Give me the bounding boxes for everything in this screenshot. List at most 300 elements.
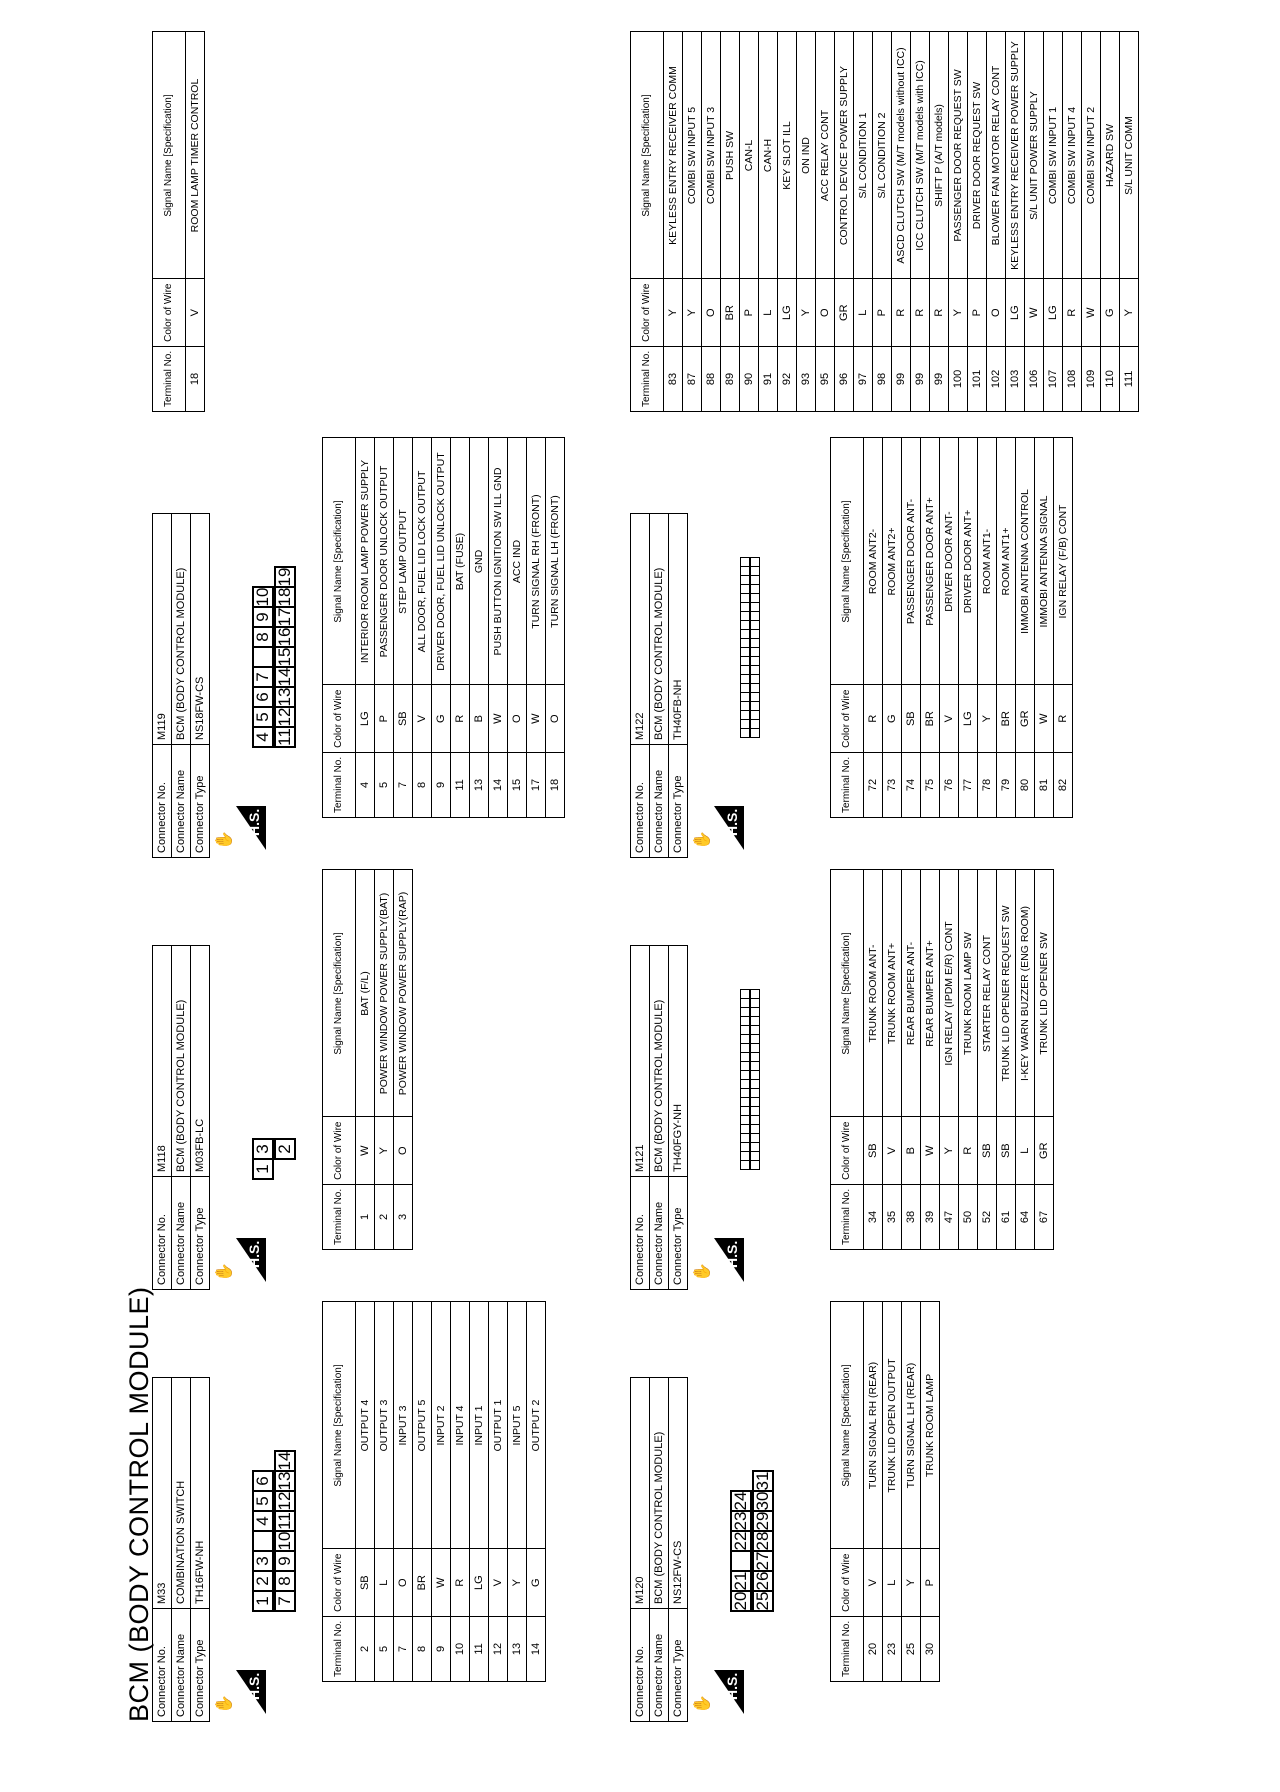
connector-pin <box>750 1007 760 1017</box>
connector-name-label: Connector Name <box>650 745 669 858</box>
signal-table <box>322 438 565 819</box>
connector-name: BCM (BODY CONTROL MODULE) <box>172 514 191 745</box>
connector-pin <box>750 593 760 603</box>
signal-table-header <box>831 1302 864 1682</box>
table-row <box>864 438 883 818</box>
connector-pin: 23 <box>731 1511 750 1531</box>
connector-pin <box>750 1115 760 1125</box>
connector-pin <box>740 566 750 576</box>
table-row <box>375 438 394 818</box>
connector-pin <box>750 1034 760 1044</box>
connector-pin <box>750 638 760 648</box>
connector-pin <box>750 1151 760 1161</box>
connector-type-label: Connector Type <box>669 1177 688 1290</box>
table-row <box>1063 32 1082 412</box>
connector-number-label: Connector No. <box>153 1609 172 1722</box>
column-header-color-of-wire: Color of Wire <box>831 1549 864 1616</box>
connector-type-label: Connector Type <box>191 1177 210 1290</box>
table-row <box>1101 32 1120 412</box>
connector-pin: 10 <box>253 587 272 607</box>
connector-pin: 18 <box>275 587 294 607</box>
terminal-number: 67 <box>1035 1184 1054 1249</box>
connector-name-label: Connector Name <box>650 1177 669 1290</box>
table-row <box>959 870 978 1250</box>
connector-type: NS18FW-CS <box>191 514 210 745</box>
terminal-number: 38 <box>902 1184 921 1249</box>
column-header-signal-name: Signal Name [Specification] <box>323 438 356 685</box>
connector-pin <box>750 620 760 630</box>
connector-name-row <box>650 514 669 858</box>
table-row <box>1016 870 1035 1250</box>
terminal-number: 102 <box>987 346 1006 411</box>
signal-name: TURN SIGNAL LH (FRONT) <box>546 438 565 685</box>
table-row <box>1025 32 1044 412</box>
terminal-number: 98 <box>873 346 892 411</box>
connector-pin <box>740 647 750 657</box>
table-row <box>546 438 565 818</box>
terminal-number: 9 <box>432 752 451 817</box>
wire-color: Y <box>683 279 702 346</box>
terminal-number: 100 <box>949 346 968 411</box>
terminal-number: 61 <box>997 1184 1016 1249</box>
table-row <box>873 32 892 412</box>
wire-color: O <box>508 685 527 752</box>
signal-table-header <box>831 870 864 1250</box>
pin-row <box>740 558 750 738</box>
table-row <box>883 438 902 818</box>
signal-table <box>830 870 1054 1251</box>
connector-pin <box>740 638 750 648</box>
terminal-number: 77 <box>959 752 978 817</box>
column-header-color-of-wire: Color of Wire <box>323 685 356 752</box>
connector-pin <box>740 629 750 639</box>
wire-color: V <box>489 1549 508 1616</box>
column-header-terminal-no: Terminal No. <box>153 346 186 411</box>
signal-name: S/L UNIT COMM <box>1120 32 1139 279</box>
terminal-number: 35 <box>883 1184 902 1249</box>
terminal-number: 14 <box>489 752 508 817</box>
connector-pin: 13 <box>275 687 294 707</box>
wire-color: P <box>873 279 892 346</box>
terminal-number: 97 <box>854 346 873 411</box>
wire-color: BR <box>413 1549 432 1616</box>
connector-pin <box>740 989 750 999</box>
connector-pin: 15 <box>275 647 294 667</box>
signal-name: PUSH SW <box>721 32 740 279</box>
terminal-number: 11 <box>470 1616 489 1681</box>
connector-pin <box>740 710 750 720</box>
table-row <box>902 438 921 818</box>
connector-type-row <box>669 514 688 858</box>
connector-number: M33 <box>153 1378 172 1609</box>
table-row <box>1054 438 1073 818</box>
table-row <box>864 1302 883 1682</box>
connector-pin <box>740 1079 750 1089</box>
connector-pin <box>750 701 760 711</box>
table-row <box>721 32 740 412</box>
table-row <box>816 32 835 412</box>
table-row <box>432 1302 451 1682</box>
terminal-number: 93 <box>797 346 816 411</box>
table-row <box>394 1302 413 1682</box>
wire-color: LG <box>470 1549 489 1616</box>
connector-name-row <box>172 1378 191 1722</box>
connector-pin <box>740 557 750 567</box>
connector-pin: 12 <box>275 1491 294 1511</box>
table-row <box>978 870 997 1250</box>
wire-color: P <box>921 1549 940 1616</box>
connector-pin <box>750 1016 760 1026</box>
table-row <box>413 1302 432 1682</box>
connector-type-label: Connector Type <box>191 745 210 858</box>
table-row <box>186 32 205 412</box>
connector-number-row <box>631 514 650 858</box>
connector-pin <box>750 1160 760 1170</box>
signal-name: ROOM ANT2+ <box>883 438 902 685</box>
connector-pin <box>750 1061 760 1071</box>
signal-name: S/L CONDITION 1 <box>854 32 873 279</box>
terminal-number: 78 <box>978 752 997 817</box>
connector-pin <box>740 1052 750 1062</box>
pin-row <box>252 568 274 748</box>
harness-side-icon <box>216 802 268 850</box>
signal-name: DRIVER DOOR ANT+ <box>959 438 978 685</box>
wire-color: SB <box>394 685 413 752</box>
wire-color: BR <box>921 685 940 752</box>
connector-pin <box>750 674 760 684</box>
terminal-number: 99 <box>911 346 930 411</box>
table-row <box>1016 438 1035 818</box>
hs-label: H.S. <box>246 1240 262 1268</box>
terminal-number: 87 <box>683 346 702 411</box>
signal-name: TURN SIGNAL RH (FRONT) <box>527 438 546 685</box>
connector-pin: 21 <box>731 1571 750 1591</box>
wire-color: R <box>959 1117 978 1184</box>
connector-pin <box>740 701 750 711</box>
connector-number: M120 <box>631 1378 650 1609</box>
signal-name: KEYLESS ENTRY RECEIVER POWER SUPPLY <box>1006 32 1025 279</box>
table-row <box>854 32 873 412</box>
signal-table-continued <box>152 32 205 413</box>
hs-label: H.S. <box>724 1672 740 1700</box>
connector-pin: 19 <box>275 567 294 587</box>
connector-pin <box>740 1142 750 1152</box>
column-header-terminal-no: Terminal No. <box>631 346 664 411</box>
connector-name: BCM (BODY CONTROL MODULE) <box>172 946 191 1177</box>
table-row <box>997 870 1016 1250</box>
connector-name-label: Connector Name <box>172 1177 191 1290</box>
terminal-number: 3 <box>394 1184 413 1249</box>
wire-color: R <box>930 279 949 346</box>
connector-pin: 7 <box>274 1590 296 1612</box>
terminal-number: 13 <box>508 1616 527 1681</box>
connector-pin: 16 <box>275 627 294 647</box>
terminal-number: 82 <box>1054 752 1073 817</box>
wire-color: O <box>546 685 565 752</box>
table-row <box>759 32 778 412</box>
signal-name: INPUT 5 <box>508 1302 527 1549</box>
connector-info-table <box>152 945 210 1290</box>
connector-pin <box>750 602 760 612</box>
connector-pin: 3 <box>252 1138 274 1160</box>
wire-color: Y <box>978 685 997 752</box>
signal-name: ACC RELAY CONT <box>816 32 835 279</box>
terminal-number: 109 <box>1082 346 1101 411</box>
connector-number-row <box>631 1378 650 1722</box>
hs-label: H.S. <box>246 1672 262 1700</box>
connector-pin <box>740 1115 750 1125</box>
table-row <box>1044 32 1063 412</box>
wire-color: LG <box>778 279 797 346</box>
terminal-number: 76 <box>940 752 959 817</box>
signal-name: S/L UNIT POWER SUPPLY <box>1025 32 1044 279</box>
connector-face <box>740 558 760 738</box>
wire-color: V <box>883 1117 902 1184</box>
signal-name: TRUNK ROOM LAMP SW <box>959 870 978 1117</box>
signal-name: ROOM LAMP TIMER CONTROL <box>186 32 205 279</box>
terminal-number: 103 <box>1006 346 1025 411</box>
signal-name: DRIVER DOOR, FUEL LID UNLOCK OUTPUT <box>432 438 451 685</box>
terminal-number: 12 <box>489 1616 508 1681</box>
wire-color: R <box>892 279 911 346</box>
table-row <box>527 438 546 818</box>
signal-name: ROOM ANT2- <box>864 438 883 685</box>
terminal-number: 99 <box>892 346 911 411</box>
wire-color: V <box>186 279 205 346</box>
connector-face <box>730 1472 774 1612</box>
connector-pin <box>750 1070 760 1080</box>
connector-pin <box>740 674 750 684</box>
table-row <box>940 438 959 818</box>
connector-number-row <box>153 946 172 1290</box>
connector-name: COMBINATION SWITCH <box>172 1378 191 1609</box>
connector-number-label: Connector No. <box>631 1177 650 1290</box>
table-row <box>508 1302 527 1682</box>
terminal-number: 96 <box>835 346 854 411</box>
pin-row <box>252 1140 274 1180</box>
column-header-terminal-no: Terminal No. <box>831 752 864 817</box>
terminal-number: 8 <box>413 1616 432 1681</box>
wire-color: LG <box>959 685 978 752</box>
table-row <box>921 1302 940 1682</box>
signal-table-header <box>153 32 186 412</box>
column-header-signal-name: Signal Name [Specification] <box>831 1302 864 1549</box>
table-row <box>683 32 702 412</box>
wire-color: W <box>1025 279 1044 346</box>
connector-pin: 5 <box>252 1490 274 1512</box>
table-row <box>356 1302 375 1682</box>
terminal-number: 14 <box>527 1616 546 1681</box>
wire-color: LG <box>356 685 375 752</box>
column-header-signal-name: Signal Name [Specification] <box>831 438 864 685</box>
table-row <box>1035 870 1054 1250</box>
terminal-number: 111 <box>1120 346 1139 411</box>
connector-name-row <box>650 1378 669 1722</box>
connector-pin <box>740 692 750 702</box>
signal-name: POWER WINDOW POWER SUPPLY(RAP) <box>394 870 413 1117</box>
terminal-number: 2 <box>375 1184 394 1249</box>
harness-side-icon <box>216 1666 268 1714</box>
connector-pin <box>740 1034 750 1044</box>
connector-number-label: Connector No. <box>631 1609 650 1722</box>
wire-color: R <box>1063 279 1082 346</box>
signal-name: BLOWER FAN MOTOR RELAY CONT <box>987 32 1006 279</box>
connector-pin <box>740 1160 750 1170</box>
connector-pin: 20 <box>731 1591 750 1611</box>
column-header-signal-name: Signal Name [Specification] <box>153 32 186 279</box>
wire-color: G <box>1101 279 1120 346</box>
connector-name: BCM (BODY CONTROL MODULE) <box>650 514 669 745</box>
table-row <box>959 438 978 818</box>
connector-name-label: Connector Name <box>650 1609 669 1722</box>
connector-pin <box>740 1097 750 1107</box>
connector-pin: 31 <box>753 1471 772 1491</box>
signal-name: SHIFT P (A/T models) <box>930 32 949 279</box>
signal-name: TURN SIGNAL RH (REAR) <box>864 1302 883 1549</box>
connector-info-table <box>630 1377 688 1722</box>
table-row <box>489 1302 508 1682</box>
wire-color: O <box>394 1117 413 1184</box>
connector-pin <box>740 998 750 1008</box>
connector-pin: 6 <box>252 1470 274 1492</box>
terminal-number: 79 <box>997 752 1016 817</box>
connector-pin <box>750 1088 760 1098</box>
column-header-signal-name: Signal Name [Specification] <box>323 1302 356 1549</box>
wire-color: V <box>413 685 432 752</box>
wire-color: G <box>432 685 451 752</box>
connector-pin: 25 <box>753 1591 772 1611</box>
connector-info-table <box>630 945 688 1290</box>
connector-pin <box>750 683 760 693</box>
connector-name-row <box>172 946 191 1290</box>
pin-row <box>750 558 760 738</box>
wire-color: SB <box>864 1117 883 1184</box>
terminal-number: 101 <box>968 346 987 411</box>
signal-name: TURN SIGNAL LH (REAR) <box>902 1302 921 1549</box>
signal-table-header <box>323 1302 356 1682</box>
wire-color: V <box>940 685 959 752</box>
hs-label: H.S. <box>246 808 262 836</box>
connector-face <box>252 1452 296 1612</box>
connector-pin <box>750 656 760 666</box>
signal-table-continued <box>630 32 1139 413</box>
pin-row <box>750 990 760 1170</box>
connector-pin: 10 <box>275 1531 294 1551</box>
pin-key-slot <box>252 1530 274 1552</box>
connector-pin <box>740 602 750 612</box>
terminal-number: 47 <box>940 1184 959 1249</box>
column-header-terminal-no: Terminal No. <box>323 752 356 817</box>
connector-type-row <box>191 946 210 1290</box>
table-row <box>892 32 911 412</box>
terminal-number: 5 <box>375 752 394 817</box>
table-row <box>1082 32 1101 412</box>
table-row <box>1120 32 1139 412</box>
signal-table <box>322 870 413 1251</box>
table-row <box>356 438 375 818</box>
connector-pin: 27 <box>753 1551 772 1571</box>
connector-pin <box>750 710 760 720</box>
connector-type-label: Connector Type <box>669 745 688 858</box>
wire-color: R <box>1054 685 1073 752</box>
connector-pin <box>740 1025 750 1035</box>
wire-color: W <box>527 685 546 752</box>
wire-color: B <box>470 685 489 752</box>
connector-pin <box>750 1106 760 1116</box>
signal-name: GND <box>470 438 489 685</box>
terminal-number: 89 <box>721 346 740 411</box>
connector-pin <box>740 575 750 585</box>
connector-number-row <box>153 1378 172 1722</box>
connector-pin <box>750 629 760 639</box>
signal-name: TRUNK ROOM ANT+ <box>883 870 902 1117</box>
connector-face <box>252 568 296 748</box>
wire-color: W <box>356 1117 375 1184</box>
connector-pin <box>740 593 750 603</box>
wire-color: P <box>968 279 987 346</box>
table-row <box>451 438 470 818</box>
terminal-number: 73 <box>883 752 902 817</box>
pin-key-slot <box>730 1550 752 1572</box>
wire-color: L <box>375 1549 394 1616</box>
connector-pin <box>750 998 760 1008</box>
terminal-number: 7 <box>394 1616 413 1681</box>
connector-pin: 7 <box>252 666 274 688</box>
column-header-terminal-no: Terminal No. <box>323 1184 356 1249</box>
wire-color: SB <box>356 1549 375 1616</box>
signal-name: STARTER RELAY CONT <box>978 870 997 1117</box>
terminal-number: 92 <box>778 346 797 411</box>
connector-pin <box>750 647 760 657</box>
connector-pin <box>750 1133 760 1143</box>
table-row <box>451 1302 470 1682</box>
table-row <box>1035 438 1054 818</box>
wire-color: G <box>883 685 902 752</box>
pin-row <box>730 1472 752 1612</box>
signal-name: INTERIOR ROOM LAMP POWER SUPPLY <box>356 438 375 685</box>
signal-name: COMBI SW INPUT 1 <box>1044 32 1063 279</box>
connector-type: TH40FB-NH <box>669 514 688 745</box>
signal-name: IMMOBI ANTENNA CONTROL <box>1016 438 1035 685</box>
connector-pin <box>750 1097 760 1107</box>
wire-color: GR <box>1016 685 1035 752</box>
signal-table-header <box>323 870 356 1250</box>
signal-name: TRUNK LID OPEN OUTPUT <box>883 1302 902 1549</box>
connector-number: M119 <box>153 514 172 745</box>
table-row <box>508 438 527 818</box>
harness-side-icon <box>216 1234 268 1282</box>
terminal-number: 8 <box>413 752 432 817</box>
terminal-number: 91 <box>759 346 778 411</box>
signal-name: IMMOBI ANTENNA SIGNAL <box>1035 438 1054 685</box>
signal-name: I-KEY WARN BUZZER (ENG ROOM) <box>1016 870 1035 1117</box>
table-row <box>987 32 1006 412</box>
terminal-number: 18 <box>546 752 565 817</box>
table-row <box>968 32 987 412</box>
wire-color: V <box>864 1549 883 1616</box>
signal-name: PASSENGER DOOR UNLOCK OUTPUT <box>375 438 394 685</box>
terminal-number: 110 <box>1101 346 1120 411</box>
wire-color: R <box>451 685 470 752</box>
table-row <box>949 32 968 412</box>
signal-name: TRUNK ROOM LAMP <box>921 1302 940 1549</box>
terminal-number: 75 <box>921 752 940 817</box>
connector-name-row <box>172 514 191 858</box>
column-header-color-of-wire: Color of Wire <box>153 279 186 346</box>
table-row <box>489 438 508 818</box>
table-row <box>997 438 1016 818</box>
hand-icon: ✋ <box>216 1694 233 1714</box>
